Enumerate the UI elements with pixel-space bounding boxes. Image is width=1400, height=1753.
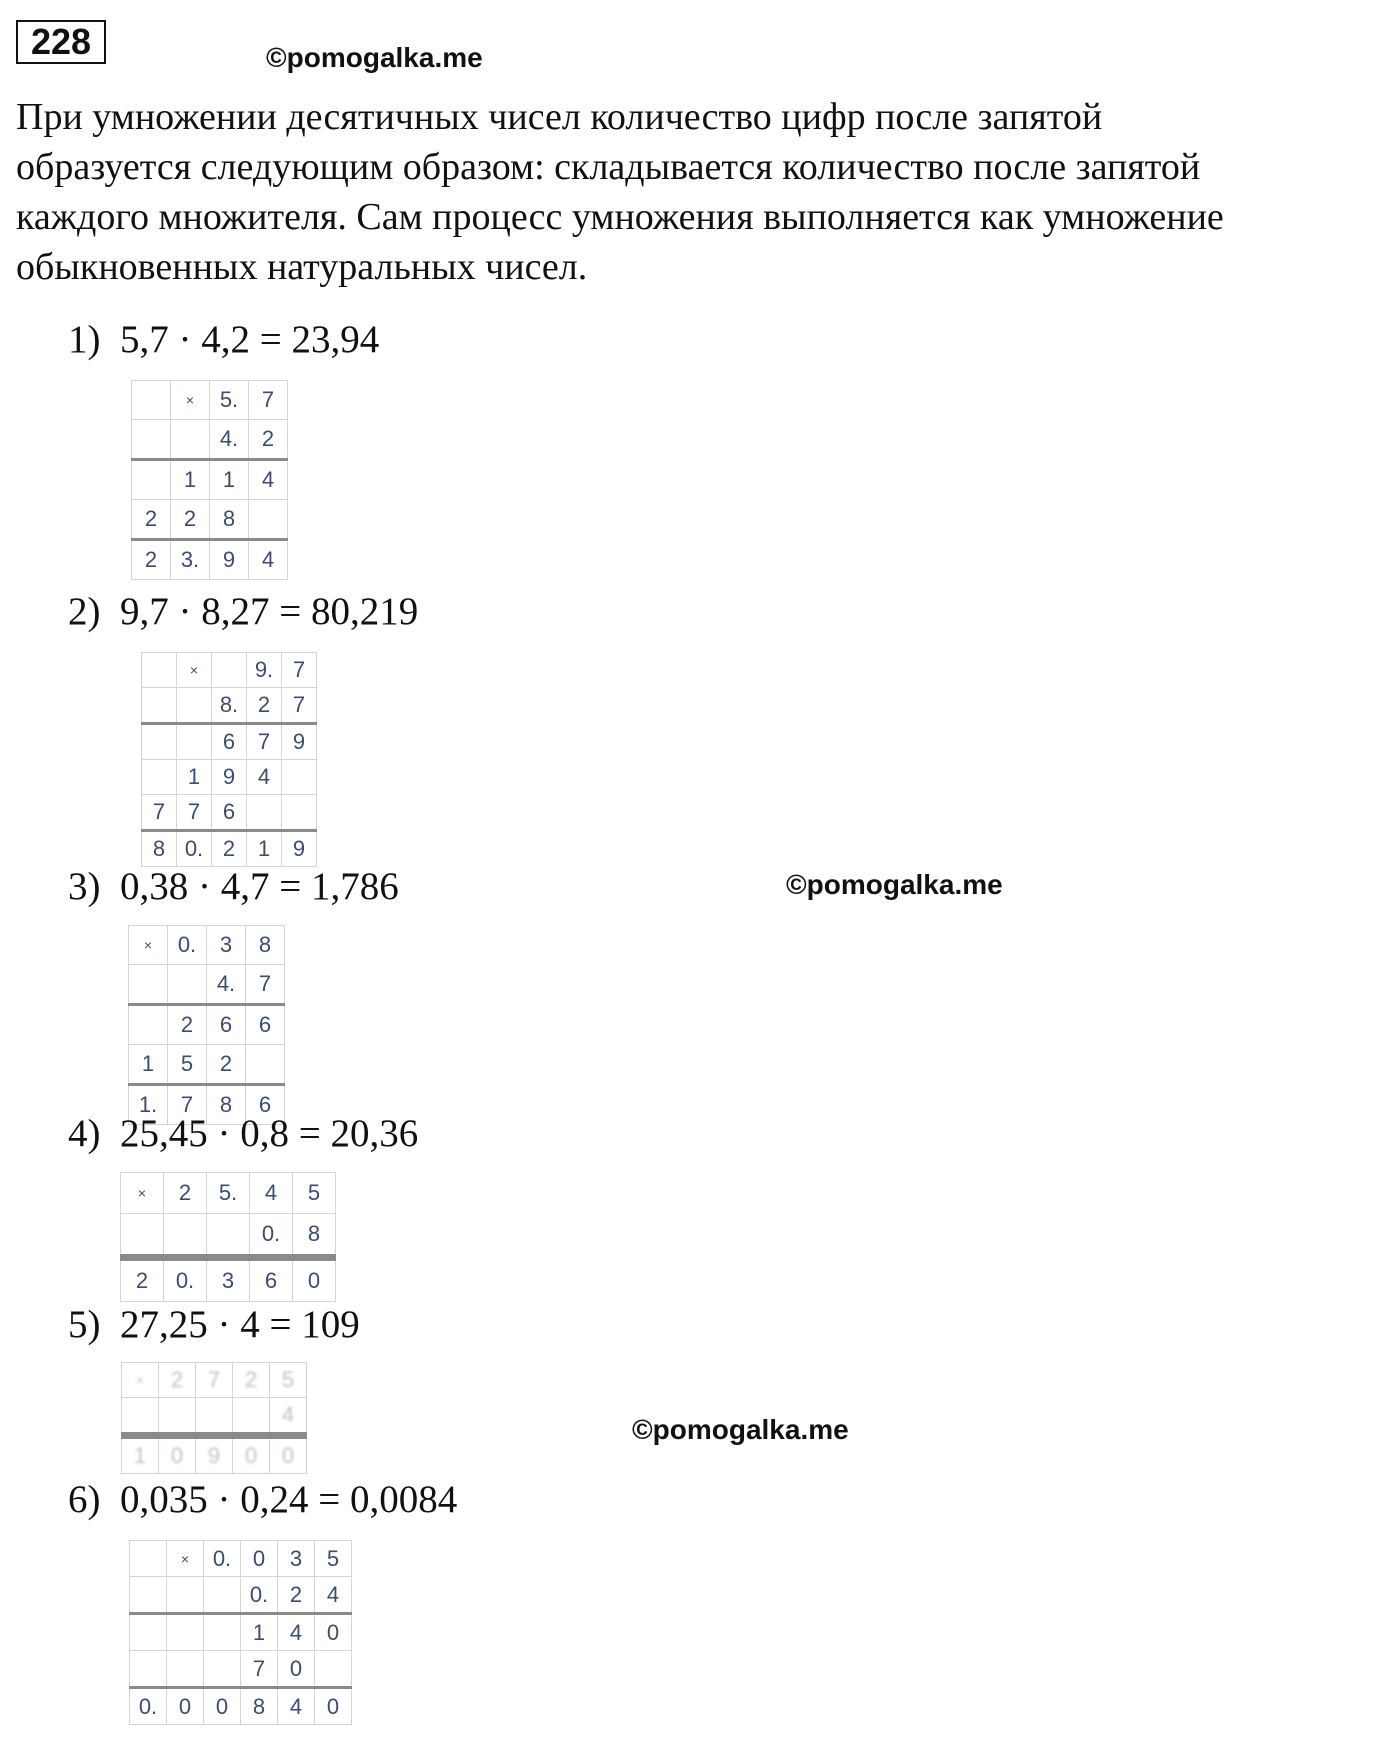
watermark: ©pomogalka.me (632, 1414, 849, 1445)
grid-cell: 7 (282, 653, 317, 688)
intro-line: каждого множителя. Сам процесс умножения выполняется как умножение (16, 196, 1224, 238)
grid-cell: 0 (278, 1651, 315, 1688)
grid-cell: 5 (315, 1541, 352, 1577)
multiplication-grid-1 (131, 380, 288, 580)
multiply-sign: × (129, 926, 168, 965)
grid-cell: 2 (278, 1577, 315, 1614)
grid-cell: 4 (315, 1577, 352, 1614)
grid-cell (129, 965, 168, 1005)
grid-cell (177, 724, 212, 760)
grid-cell (247, 795, 282, 831)
grid-row (129, 965, 285, 1005)
watermark: ©pomogalka.me (786, 869, 1003, 900)
grid-cell: 1 (177, 760, 212, 795)
grid-cell: 9 (212, 760, 247, 795)
grid-row (142, 831, 317, 867)
example-number: 2) (68, 590, 101, 633)
grid-cell: 4 (270, 1398, 307, 1436)
grid-cell: 3. (171, 540, 210, 580)
grid-cell: 7 (241, 1651, 278, 1688)
grid-cell (130, 1614, 167, 1651)
grid-cell: 1 (241, 1614, 278, 1651)
grid-row (129, 926, 285, 965)
grid-cell: 5 (293, 1173, 336, 1214)
grid-cell: 4 (249, 460, 288, 500)
example-3-label (68, 865, 399, 909)
grid-cell: 2 (168, 1005, 207, 1045)
multiplication-grid-2 (141, 652, 317, 867)
grid-row (130, 1688, 352, 1725)
grid-cell (282, 795, 317, 831)
grid-cell: 9 (282, 724, 317, 760)
grid-cell: 6 (212, 724, 247, 760)
grid-row (130, 1541, 352, 1577)
grid-cell: 3 (207, 926, 246, 965)
grid-row (121, 1214, 336, 1258)
grid-cell (204, 1651, 241, 1688)
grid-cell: 2 (132, 540, 171, 580)
grid-cell: 3 (278, 1541, 315, 1577)
example-4-label (68, 1112, 418, 1156)
multiplication-grid-6 (129, 1540, 352, 1725)
grid-row (132, 381, 288, 420)
grid-cell (142, 688, 177, 724)
grid-cell: 2 (207, 1045, 246, 1085)
intro-line: обыкновенных натуральных чисел. (16, 246, 588, 288)
grid-cell: 6 (246, 1005, 285, 1045)
grid-cell (164, 1214, 207, 1258)
grid-cell (132, 420, 171, 460)
grid-cell: 0. (177, 831, 212, 867)
grid-cell: 0 (167, 1688, 204, 1725)
grid-row (142, 688, 317, 724)
watermark: ©pomogalka.me (266, 42, 483, 73)
example-2-label (68, 590, 418, 634)
intro-line: образуется следующим образом: складывается количество после запятой (16, 146, 1201, 188)
grid-row (132, 420, 288, 460)
grid-cell: 0 (270, 1436, 307, 1474)
grid-cell: 1 (129, 1045, 168, 1085)
grid-cell: 6 (212, 795, 247, 831)
intro-paragraph (16, 92, 1356, 292)
multiply-sign: × (171, 381, 210, 420)
grid-cell (282, 760, 317, 795)
grid-cell: 9 (196, 1436, 233, 1474)
grid-cell: 2 (249, 420, 288, 460)
grid-cell: 0 (233, 1436, 270, 1474)
grid-cell (167, 1614, 204, 1651)
grid-cell (196, 1398, 233, 1436)
grid-cell: 1. (129, 1085, 168, 1125)
example-number: 5) (68, 1303, 101, 1346)
grid-cell: 9. (247, 653, 282, 688)
grid-cell: 0 (241, 1541, 278, 1577)
grid-cell: 2 (132, 500, 171, 540)
grid-cell: 4 (278, 1614, 315, 1651)
grid-row (132, 460, 288, 500)
grid-row (130, 1577, 352, 1614)
example-expression: 5,7 · 4,2 = 23,94 (120, 318, 380, 361)
grid-cell (129, 1005, 168, 1045)
example-expression: 0,38 · 4,7 = 1,786 (120, 865, 399, 908)
grid-cell: 0. (204, 1541, 241, 1577)
grid-row (122, 1363, 307, 1398)
grid-cell (122, 1398, 159, 1436)
grid-cell: 7 (282, 688, 317, 724)
grid-cell: 0. (241, 1577, 278, 1614)
grid-cell (168, 965, 207, 1005)
grid-cell: 0. (130, 1688, 167, 1725)
grid-cell: 8 (241, 1688, 278, 1725)
grid-cell: 1 (122, 1436, 159, 1474)
grid-cell: 2 (212, 831, 247, 867)
grid-cell: 6 (250, 1258, 293, 1302)
grid-cell: 2 (159, 1363, 196, 1398)
grid-cell: 8 (210, 500, 249, 540)
grid-row (121, 1173, 336, 1214)
example-number: 4) (68, 1112, 101, 1155)
grid-cell (167, 1577, 204, 1614)
grid-cell: 9 (210, 540, 249, 580)
grid-cell: 8. (212, 688, 247, 724)
grid-cell: 4 (249, 540, 288, 580)
grid-cell (204, 1577, 241, 1614)
grid-cell: 8 (246, 926, 285, 965)
grid-cell (159, 1398, 196, 1436)
grid-cell: 4. (210, 420, 249, 460)
example-expression: 25,45 · 0,8 = 20,36 (120, 1112, 419, 1155)
example-number: 6) (68, 1478, 101, 1521)
grid-cell (142, 653, 177, 688)
grid-cell: 9 (282, 831, 317, 867)
grid-cell: 0. (250, 1214, 293, 1258)
grid-cell: 4 (278, 1688, 315, 1725)
grid-cell (171, 420, 210, 460)
multiply-sign: × (121, 1173, 164, 1214)
grid-cell (249, 500, 288, 540)
grid-row (132, 500, 288, 540)
example-expression: 0,035 · 0,24 = 0,0084 (120, 1478, 458, 1521)
grid-cell: 8 (293, 1214, 336, 1258)
grid-cell: 0. (168, 926, 207, 965)
grid-cell: 8 (142, 831, 177, 867)
grid-cell (204, 1614, 241, 1651)
grid-cell: 6 (246, 1085, 285, 1125)
grid-cell: 5 (168, 1045, 207, 1085)
grid-cell (142, 760, 177, 795)
grid-cell (212, 653, 247, 688)
grid-cell: 2 (171, 500, 210, 540)
multiplication-grid-5 (121, 1362, 307, 1474)
grid-cell (130, 1651, 167, 1688)
grid-row (142, 724, 317, 760)
grid-cell: 7 (168, 1085, 207, 1125)
grid-cell (246, 1045, 285, 1085)
grid-row (142, 795, 317, 831)
grid-cell (233, 1398, 270, 1436)
grid-cell (315, 1651, 352, 1688)
grid-row (129, 1045, 285, 1085)
intro-line: При умножении десятичных чисел количество цифр после запятой (16, 96, 1103, 138)
grid-cell: 0 (204, 1688, 241, 1725)
grid-cell: 7 (196, 1363, 233, 1398)
grid-cell: 4 (247, 760, 282, 795)
grid-cell: 0 (159, 1436, 196, 1474)
multiplication-grid-3 (128, 925, 285, 1125)
grid-cell: 2 (247, 688, 282, 724)
grid-row (130, 1614, 352, 1651)
grid-cell (130, 1577, 167, 1614)
grid-cell: 1 (171, 460, 210, 500)
grid-cell: 8 (207, 1085, 246, 1125)
grid-cell: 7 (142, 795, 177, 831)
grid-cell: 0 (293, 1258, 336, 1302)
grid-row (130, 1651, 352, 1688)
grid-cell (142, 724, 177, 760)
grid-cell: 3 (207, 1258, 250, 1302)
example-number: 3) (68, 865, 101, 908)
task-number: 228 (16, 20, 106, 64)
example-expression: 27,25 · 4 = 109 (120, 1303, 360, 1346)
grid-row (142, 653, 317, 688)
example-6-label (68, 1478, 457, 1522)
multiply-sign: × (167, 1541, 204, 1577)
grid-cell: 5. (207, 1173, 250, 1214)
grid-cell (177, 688, 212, 724)
example-expression: 9,7 · 8,27 = 80,219 (120, 590, 419, 633)
grid-cell: 2 (164, 1173, 207, 1214)
grid-cell: 2 (233, 1363, 270, 1398)
grid-row (129, 1005, 285, 1045)
grid-cell: 1 (210, 460, 249, 500)
grid-cell: 1 (247, 831, 282, 867)
example-1-label (68, 318, 379, 362)
example-5-label (68, 1303, 360, 1347)
grid-cell: 7 (246, 965, 285, 1005)
grid-row (132, 540, 288, 580)
grid-cell: 2 (121, 1258, 164, 1302)
grid-cell (121, 1214, 164, 1258)
grid-cell: 4. (207, 965, 246, 1005)
multiplication-grid-4 (120, 1172, 336, 1302)
grid-cell: 4 (250, 1173, 293, 1214)
grid-cell: 0 (315, 1614, 352, 1651)
multiply-sign: × (122, 1363, 159, 1398)
multiply-sign: × (177, 653, 212, 688)
grid-cell (167, 1651, 204, 1688)
grid-cell: 7 (249, 381, 288, 420)
grid-cell (130, 1541, 167, 1577)
grid-cell: 5. (210, 381, 249, 420)
grid-row (122, 1398, 307, 1436)
grid-cell: 0. (164, 1258, 207, 1302)
grid-cell: 6 (207, 1005, 246, 1045)
example-number: 1) (68, 318, 101, 361)
grid-row (121, 1258, 336, 1302)
grid-cell (132, 460, 171, 500)
grid-row (142, 760, 317, 795)
grid-cell (207, 1214, 250, 1258)
grid-cell: 0 (315, 1688, 352, 1725)
grid-cell: 5 (270, 1363, 307, 1398)
grid-cell (132, 381, 171, 420)
grid-cell: 7 (247, 724, 282, 760)
grid-cell: 7 (177, 795, 212, 831)
grid-row (122, 1436, 307, 1474)
